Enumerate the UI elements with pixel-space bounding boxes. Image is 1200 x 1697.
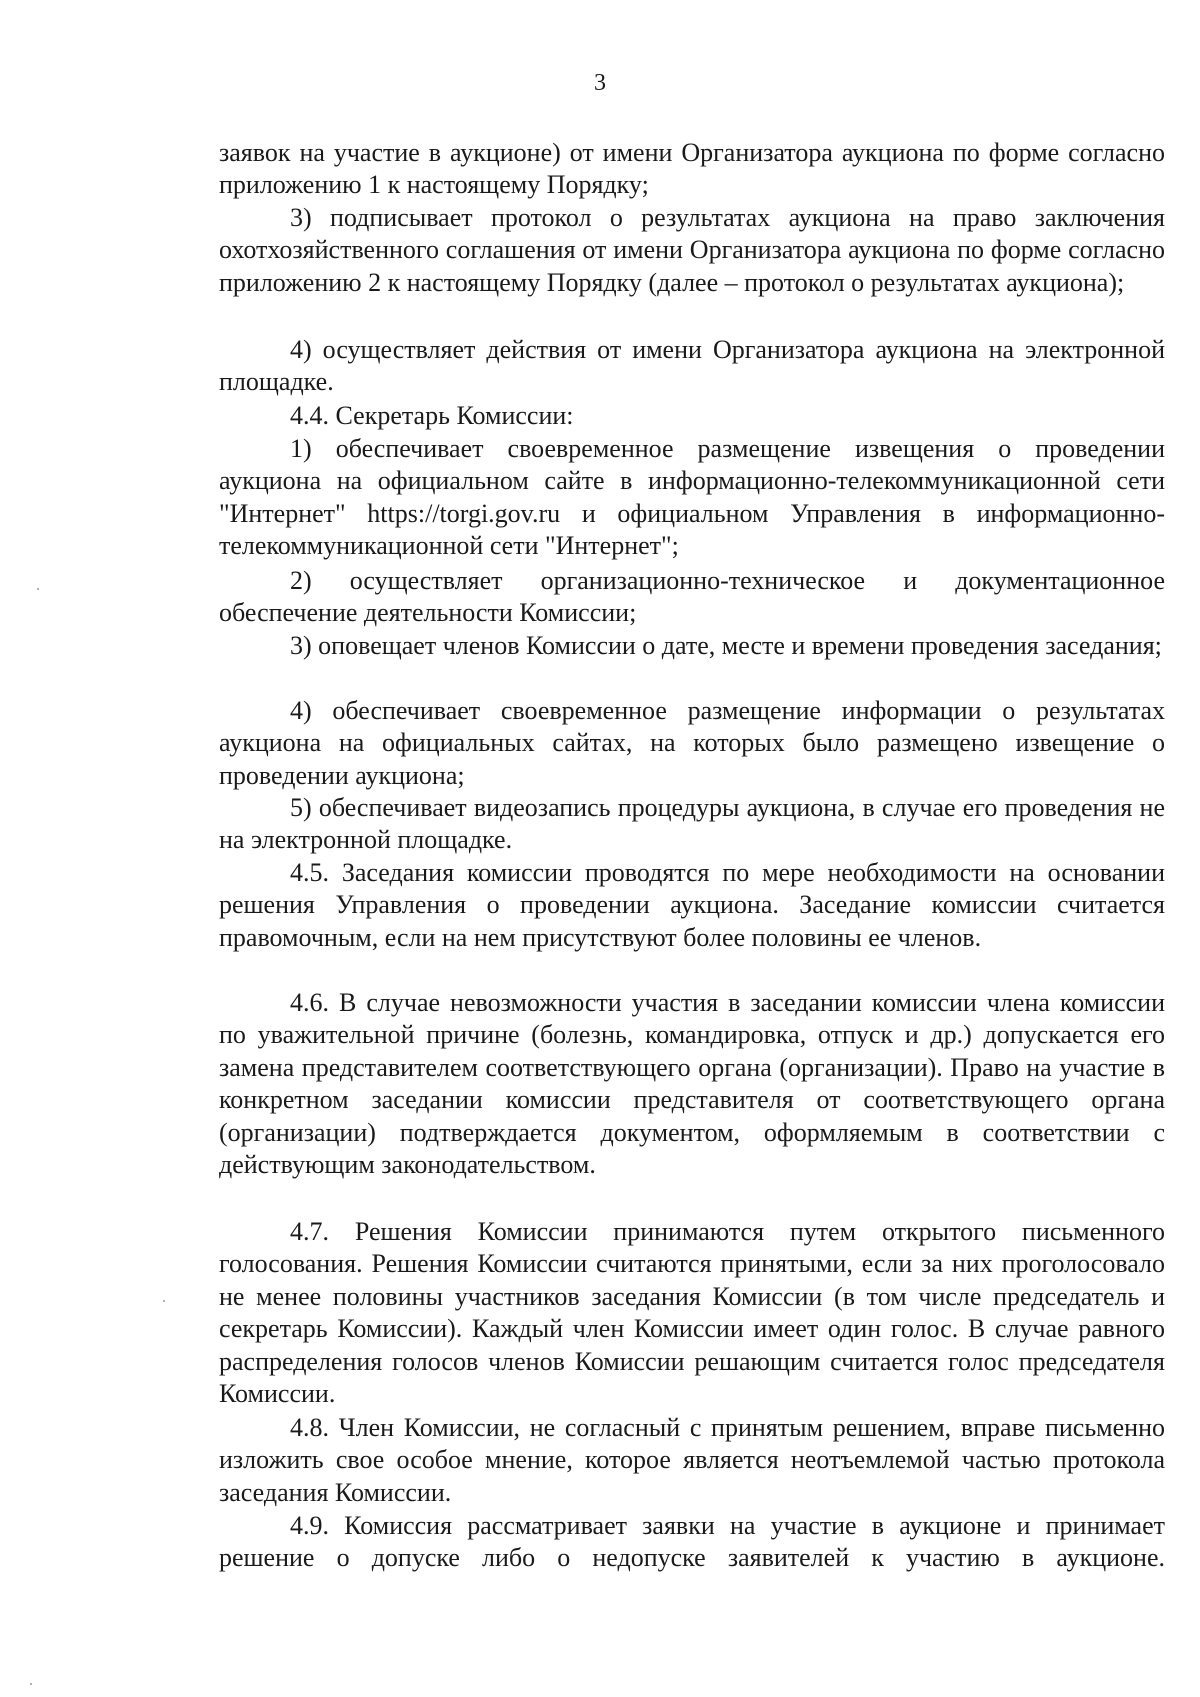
page-number: 3 xyxy=(594,70,606,96)
paragraph-4-7: 4.7. Решения Комиссии принимаются путем открытого письменного голосования. Решения Комиссии считаются принятыми, если за них проголосовало не менее половины участников заседания Комиссии (в том числе председатель и секретарь Комиссии). Каждый член Комиссии имеет один голос. В случае равного распределения голосов членов Комиссии решающим считается голос председателя Комиссии. xyxy=(219,1217,1165,1409)
paragraph-item-4-electronic-platform: 4) осуществляет действия от имени Организатора аукциона на электронной площадке. xyxy=(219,335,1165,397)
paragraph-continuation: заявок на участие в аукционе) от имени Организатора аукциона по форме согласно приложению 1 к настоящему Порядку; xyxy=(219,138,1165,200)
scan-speck xyxy=(163,1300,165,1302)
paragraph-item-2-support: 2) осуществляет организационно-техническое и документационное обеспечение деятельности Комиссии; xyxy=(219,566,1165,628)
paragraph-item-3-signs-protocol: 3) подписывает протокол о результатах аукциона на право заключения охотхозяйственного соглашения от имени Организатора аукциона по форме согласно приложению 2 к настоящему Порядку (далее – протокол о результатах аукциона); xyxy=(219,203,1165,297)
scan-speck xyxy=(37,588,39,590)
paragraph-4-8: 4.8. Член Комиссии, не согласный с принятым решением, вправе письменно изложить свое особое мнение, которое является неотъемлемой частью протокола заседания Комиссии. xyxy=(219,1413,1165,1507)
paragraph-item-1-publication: 1) обеспечивает своевременное размещение извещения о проведении аукциона на официальном сайте в информационно-телекоммуникационной сети "Интернет" https://torgi.gov.ru и официальном Управления в информационно-телекоммуникационной сети "Интернет"; xyxy=(219,434,1165,561)
paragraph-4-9: 4.9. Комиссия рассматривает заявки на участие в аукционе и принимает решение о допуске либо о недопуске заявителей к участию в аукционе. xyxy=(219,1511,1165,1573)
paragraph-item-5-video: 5) обеспечивает видеозапись процедуры аукциона, в случае его проведения не на электронной площадке. xyxy=(219,793,1165,855)
paragraph-4-6: 4.6. В случае невозможности участия в заседании комиссии члена комиссии по уважительной причине (болезнь, командировка, отпуск и др.) допускается его замена представителем соответствующего органа (организации). Право на участие в конкретном заседании комиссии представителя от соответствующего органа (организации) подтверждается документом, оформляемым в соответствии с действующим законодательством. xyxy=(219,988,1165,1180)
paragraph-item-4-results-info: 4) обеспечивает своевременное размещение информации о результатах аукциона на официальных сайтах, на которых было размещено извещение о проведении аукциона; xyxy=(219,696,1165,790)
paragraph-4-5: 4.5. Заседания комиссии проводятся по мере необходимости на основании решения Управления о проведении аукциона. Заседание комиссии считается правомочным, если на нем присутствуют более половины ее членов. xyxy=(219,858,1165,952)
scan-speck xyxy=(30,1683,32,1685)
paragraph-item-3-notifies: 3) оповещает членов Комиссии о дате, месте и времени проведения заседания; xyxy=(290,631,1162,660)
paragraph-4-4-heading: 4.4. Секретарь Комиссии: xyxy=(290,401,574,430)
